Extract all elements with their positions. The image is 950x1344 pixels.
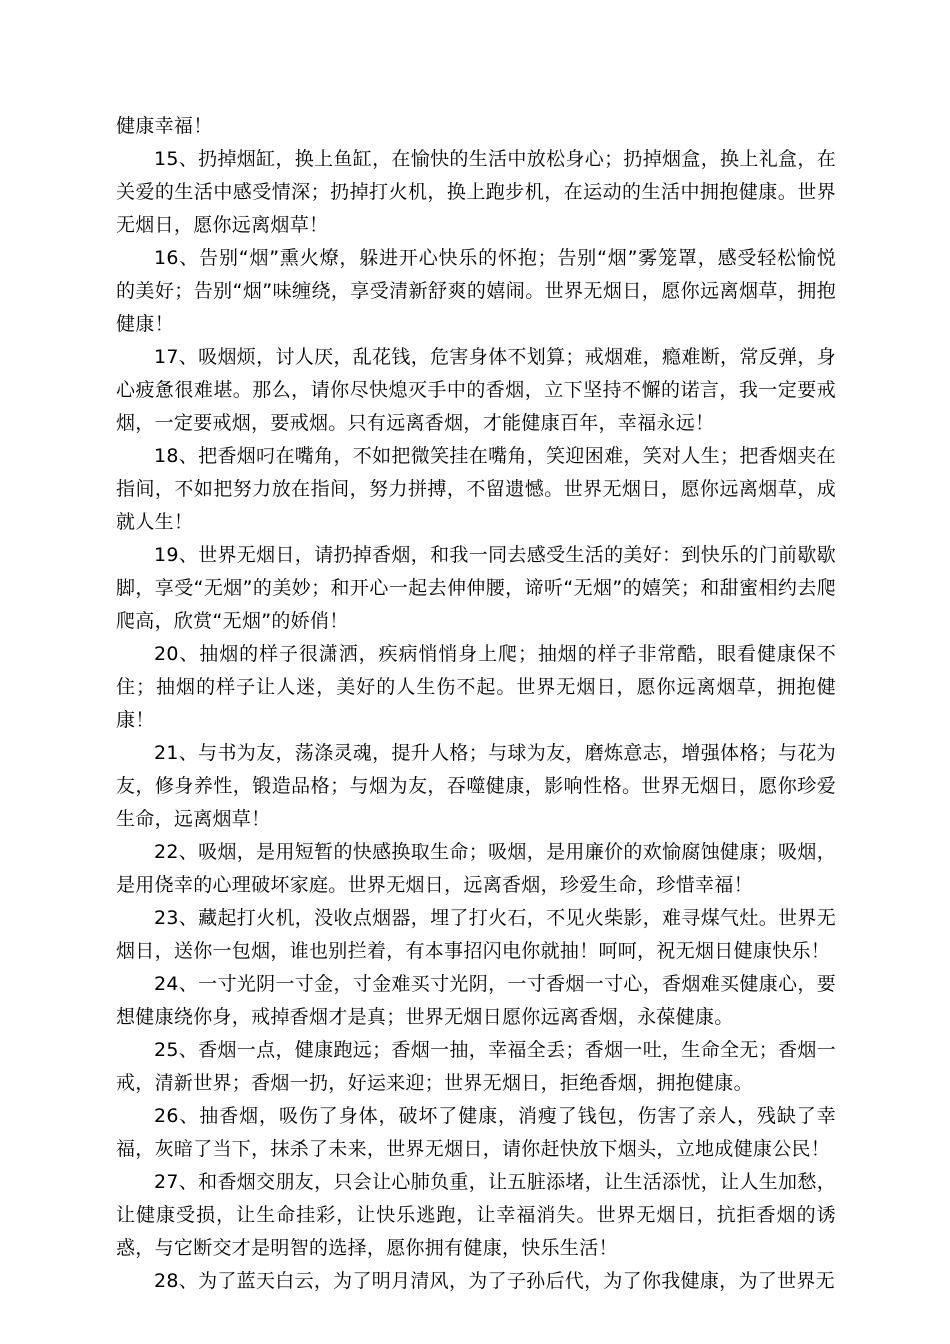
- paragraph-23: 23、藏起打火机，没收点烟器，埋了打火石，不见火柴影，难寻煤气灶。世界无烟日，送你一包烟，谁也别拦着，有本事招闪电你就抽！呵呵，祝无烟日健康快乐！: [116, 907, 836, 962]
- paragraph-27: 27、和香烟交朋友，只会让心肺负重，让五脏添堵，让生活添忧，让人生加愁，让健康受损，让生命挂彩，让快乐逃跑，让幸福消失。世界无烟日，抗拒香烟的诱惑，与它断交才是明智的选择，愿你拥有健康，快乐生活！: [116, 1171, 836, 1259]
- document-body: [116, 110, 836, 1298]
- paragraph-26: 26、抽香烟，吸伤了身体，破坏了健康，消瘦了钱包，伤害了亲人，残缺了幸福，灰暗了当下，抹杀了未来，世界无烟日，请你赶快放下烟头，立地成健康公民！: [116, 1105, 836, 1160]
- paragraph-18: 18、把香烟叼在嘴角，不如把微笑挂在嘴角，笑迎困难，笑对人生；把香烟夹在指间，不如把努力放在指间，努力拼搏，不留遗憾。世界无烟日，愿你远离烟草，成就人生！: [116, 445, 836, 533]
- paragraph-continuation: 健康幸福！: [116, 115, 213, 137]
- paragraph-22: 22、吸烟，是用短暂的快感换取生命；吸烟，是用廉价的欢愉腐蚀健康；吸烟，是用侥幸的心理破坏家庭。世界无烟日，远离香烟，珍爱生命，珍惜幸福！: [116, 841, 836, 896]
- paragraph-24: 24、一寸光阴一寸金，寸金难买寸光阴，一寸香烟一寸心，香烟难买健康心，要想健康绕你身，戒掉香烟才是真；世界无烟日愿你远离香烟，永葆健康。: [116, 973, 836, 1028]
- paragraph-25: 25、香烟一点，健康跑远；香烟一抽，幸福全丢；香烟一吐，生命全无；香烟一戒，清新世界；香烟一扔，好运来迎；世界无烟日，拒绝香烟，拥抱健康。: [116, 1039, 836, 1094]
- paragraph-17: 17、吸烟烦，讨人厌，乱花钱，危害身体不划算；戒烟难，瘾难断，常反弹，身心疲惫很难堪。那么，请你尽快熄灭手中的香烟，立下坚持不懈的诺言，我一定要戒烟，一定要戒烟，要戒烟。只有远离香烟，才能健康百年，幸福永远！: [116, 346, 836, 434]
- paragraph-19: 19、世界无烟日，请扔掉香烟，和我一同去感受生活的美好：到快乐的门前歇歇脚，享受“无烟”的美妙；和开心一起去伸伸腰，谛听“无烟”的嬉笑；和甜蜜相约去爬爬高，欣赏“无烟”的娇俏！: [116, 544, 836, 632]
- paragraph-28: 28、为了蓝天白云，为了明月清风，为了子孙后代，为了你我健康，为了世界无: [154, 1270, 835, 1292]
- paragraph-15: 15、扔掉烟缸，换上鱼缸，在愉快的生活中放松身心；扔掉烟盒，换上礼盒，在关爱的生活中感受情深；扔掉打火机，换上跑步机，在运动的生活中拥抱健康。世界无烟日，愿你远离烟草！: [116, 148, 836, 236]
- paragraph-20: 20、抽烟的样子很潇洒，疾病悄悄身上爬；抽烟的样子非常酷，眼看健康保不住；抽烟的样子让人迷，美好的人生伤不起。世界无烟日，愿你远离烟草，拥抱健康！: [116, 643, 836, 731]
- paragraph-16: 16、告别“烟”熏火燎，躲进开心快乐的怀抱；告别“烟”雾笼罩，感受轻松愉悦的美好；告别“烟”味缠绕，享受清新舒爽的嬉闹。世界无烟日，愿你远离烟草，拥抱健康！: [116, 247, 836, 335]
- paragraph-21: 21、与书为友，荡涤灵魂，提升人格；与球为友，磨炼意志，增强体格；与花为友，修身养性，锻造品格；与烟为友，吞噬健康，影响性格。世界无烟日，愿你珍爱生命，远离烟草！: [116, 742, 836, 830]
